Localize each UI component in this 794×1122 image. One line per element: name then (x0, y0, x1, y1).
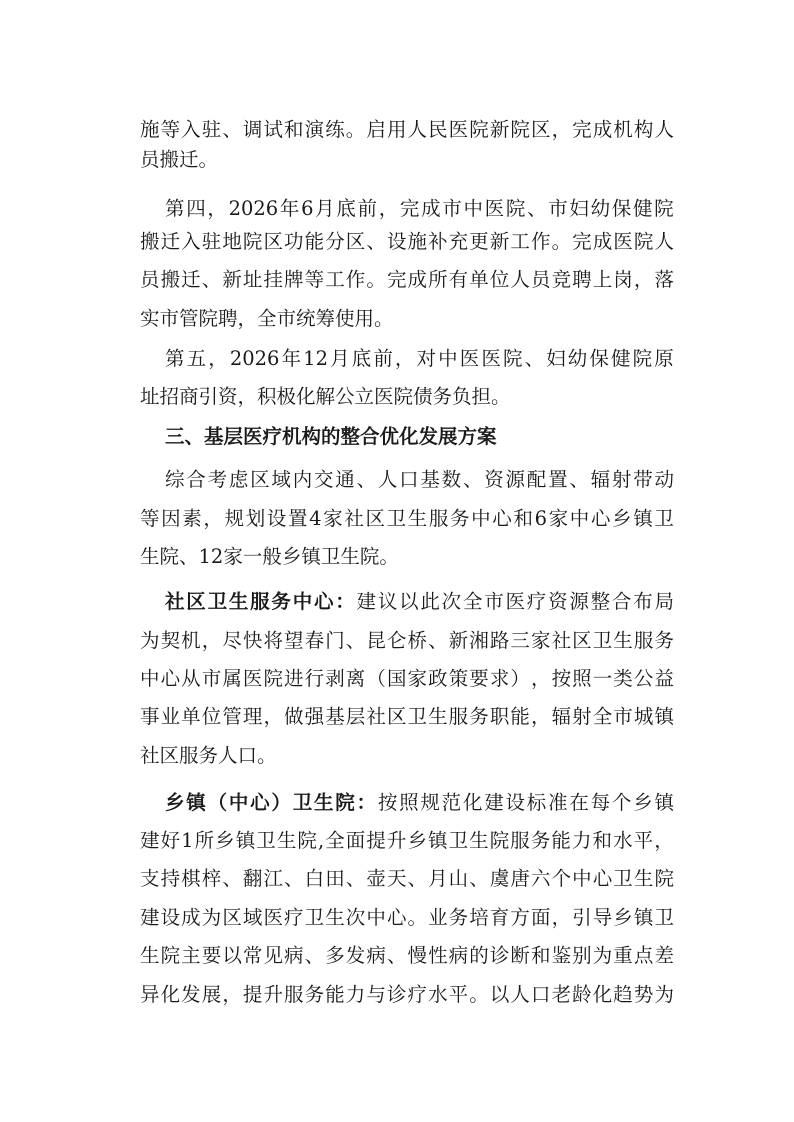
text-line: 建 设 成 为 区 域 医 疗 卫 生 次 中 心 。 业 务 培 育 方 面 ， 引 导 乡 镇 卫 (140, 906, 674, 929)
text-line (0, 385, 794, 409)
text-line: 为 契 机 ， 尽 快 将 望 春 门 、 昆 仑 桥 、 新 湘 路 三 家 社 区 卫 生 服 务 (140, 629, 674, 652)
text-line: 社 区 卫 生 服 务 中 心 ： 建 议 以 此 次 全 市 医 疗 资 源 整 合 布 局 (165, 590, 674, 613)
text-line: 生 院 主 要 以 常 见 病 、 多 发 病 、 慢 性 病 的 诊 断 和 鉴 别 为 重 点 差 (140, 944, 674, 967)
line-text: 生院、12家一般乡镇卫生院。 (140, 545, 399, 568)
text-line: 综 合 考 虑 区 域 内 交 通 、 人 口 基 数 、 资 源 配 置 、 辐 射 带 动 (165, 468, 674, 491)
text-line (0, 148, 794, 172)
text-line: 搬 迁 入 驻 地 院 区 功 能 分 区 、 设 施 补 充 更 新 工 作 。 完 成 医 院 人 (140, 230, 674, 253)
text-line: 等 因 素 ， 规 划 设 置 4 家 社 区 卫 生 服 务 中 心 和 6 家 中 心 乡 镇 卫 (140, 507, 674, 530)
text-line (0, 307, 794, 331)
text-line: 支 持 棋 梓 、 翻 江 、 白 田 、 壶 天 、 月 山 、 虞 唐 六 个 中 心 卫 生 院 (140, 867, 674, 890)
text-line (0, 545, 794, 569)
line-text: 社区服务人口。 (140, 744, 277, 767)
section-heading (0, 425, 794, 449)
line-text: 实市管院聘，全市统筹使用。 (140, 307, 394, 330)
text-line: 乡 镇 （ 中 心 ） 卫 生 院 ： 按 照 规 范 化 建 设 标 准 在 每 个 乡 镇 (165, 791, 674, 814)
text-line: 中 心 从 市 属 医 院 进 行 剥 离 （ 国 家 政 策 要 求 ） ， 按 照 一 类 公 益 (140, 667, 674, 690)
line-text: 址招商引资，积极化解公立医院债务负担。 (140, 385, 511, 408)
text-line (0, 744, 794, 768)
text-line: 施 等 入 驻 、 调 试 和 演 练 。 启 用 人 民 医 院 新 院 区 ， 完 成 机 构 人 (140, 118, 674, 141)
text-line: 员 搬 迁 、 新 址 挂 牌 等 工 作 。 完 成 所 有 单 位 人 员 竞 聘 上 岗 ， 落 (140, 268, 674, 291)
text-line: 第 四 ， 2026 年 6 月 底 前 ， 完 成 市 中 医 院 、 市 妇 幼 保 健 院 (165, 197, 674, 220)
text-line: 第 五 ， 2026 年 12 月 底 前 ， 对 中 医 医 院 、 妇 幼 保 健 院 原 (165, 347, 674, 370)
text-line: 建 好 1 所 乡 镇 卫 生 院 , 全 面 提 升 乡 镇 卫 生 院 服 务 能 力 和 水 平 ， (140, 829, 674, 852)
line-text: 三、基层医疗机构的整合优化发展方案 (165, 425, 497, 448)
text-line: 异 化 发 展 ， 提 升 服 务 能 力 与 诊 疗 水 平 。 以 人 口 老 龄 化 趋 势 为 (140, 983, 674, 1006)
text-line: 事 业 单 位 管 理 ， 做 强 基 层 社 区 卫 生 服 务 职 能 ， 辐 射 全 市 城 镇 (140, 705, 674, 728)
line-text: 员搬迁。 (140, 148, 219, 171)
